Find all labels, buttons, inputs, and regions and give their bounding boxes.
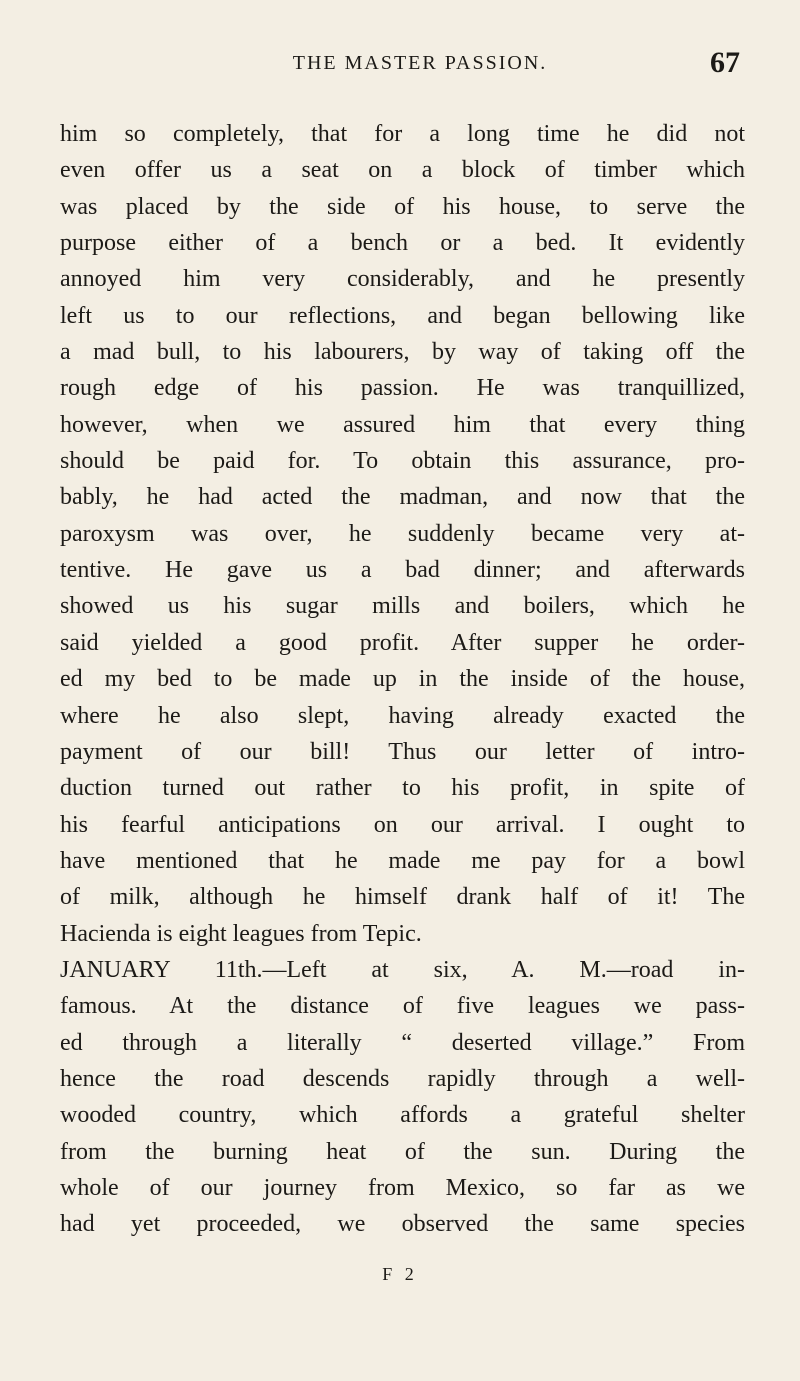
running-head-title: THE MASTER PASSION. bbox=[292, 52, 548, 74]
text-line: however, when we assured him that every thing bbox=[60, 411, 745, 438]
text-line: duction turned out rather to his profit, in spite of bbox=[60, 775, 745, 802]
text-line: a mad bull, to his labourers, by way of taking off the bbox=[60, 339, 745, 366]
text-line: left us to our reflections, and began bellowing like bbox=[60, 302, 745, 329]
text-line: his fearful anticipations on our arrival. I ought to bbox=[60, 811, 745, 838]
text-line: had yet proceeded, we observed the same species bbox=[60, 1211, 745, 1238]
text-line: said yielded a good profit. After supper he order- bbox=[60, 629, 745, 656]
text-line: showed us his sugar mills and boilers, which he bbox=[60, 593, 745, 620]
text-line: hence the road descends rapidly through a well- bbox=[60, 1065, 745, 1092]
running-head bbox=[100, 46, 740, 86]
text-line: from the burning heat of the sun. During the bbox=[60, 1138, 745, 1165]
body-text bbox=[60, 116, 745, 1243]
text-line: whole of our journey from Mexico, so far as we bbox=[60, 1174, 745, 1201]
signature-mark: F 2 bbox=[382, 1264, 418, 1284]
text-line: rough edge of his passion. He was tranquillized, bbox=[60, 375, 745, 402]
text-line: of milk, although he himself drank half of it! The bbox=[60, 884, 745, 911]
text-line: him so completely, that for a long time he did not bbox=[60, 121, 745, 147]
text-line: have mentioned that he made me pay for a bowl bbox=[60, 847, 745, 874]
text-line: annoyed him very considerably, and he presently bbox=[60, 266, 745, 293]
text-line: even offer us a seat on a block of timber which bbox=[60, 157, 745, 184]
text-line: bably, he had acted the madman, and now that the bbox=[60, 484, 745, 511]
text-line: payment of our bill! Thus our letter of intro- bbox=[60, 738, 745, 765]
text-line: famous. At the distance of five leagues we pass- bbox=[60, 993, 745, 1020]
text-line: wooded country, which affords a grateful shelter bbox=[60, 1102, 745, 1129]
text-line: paroxysm was over, he suddenly became very at- bbox=[60, 520, 745, 547]
text-line: tentive. He gave us a bad dinner; and afterwards bbox=[60, 557, 745, 584]
text-line: JANUARY 11th.—Left at six, A. M.—road in- bbox=[60, 956, 745, 983]
text-line: where he also slept, having already exacted the bbox=[60, 702, 745, 729]
page-number: 67 bbox=[710, 46, 740, 79]
text-line: purpose either of a bench or a bed. It evidently bbox=[60, 230, 745, 257]
text-line: should be paid for. To obtain this assurance, pro- bbox=[60, 448, 745, 475]
text-line: was placed by the side of his house, to serve the bbox=[60, 193, 745, 220]
text-line: Hacienda is eight leagues from Tepic. bbox=[60, 920, 422, 947]
text-line: ed through a literally “ deserted village.” From bbox=[60, 1029, 745, 1056]
text-line: ed my bed to be made up in the inside of the house, bbox=[60, 666, 745, 693]
